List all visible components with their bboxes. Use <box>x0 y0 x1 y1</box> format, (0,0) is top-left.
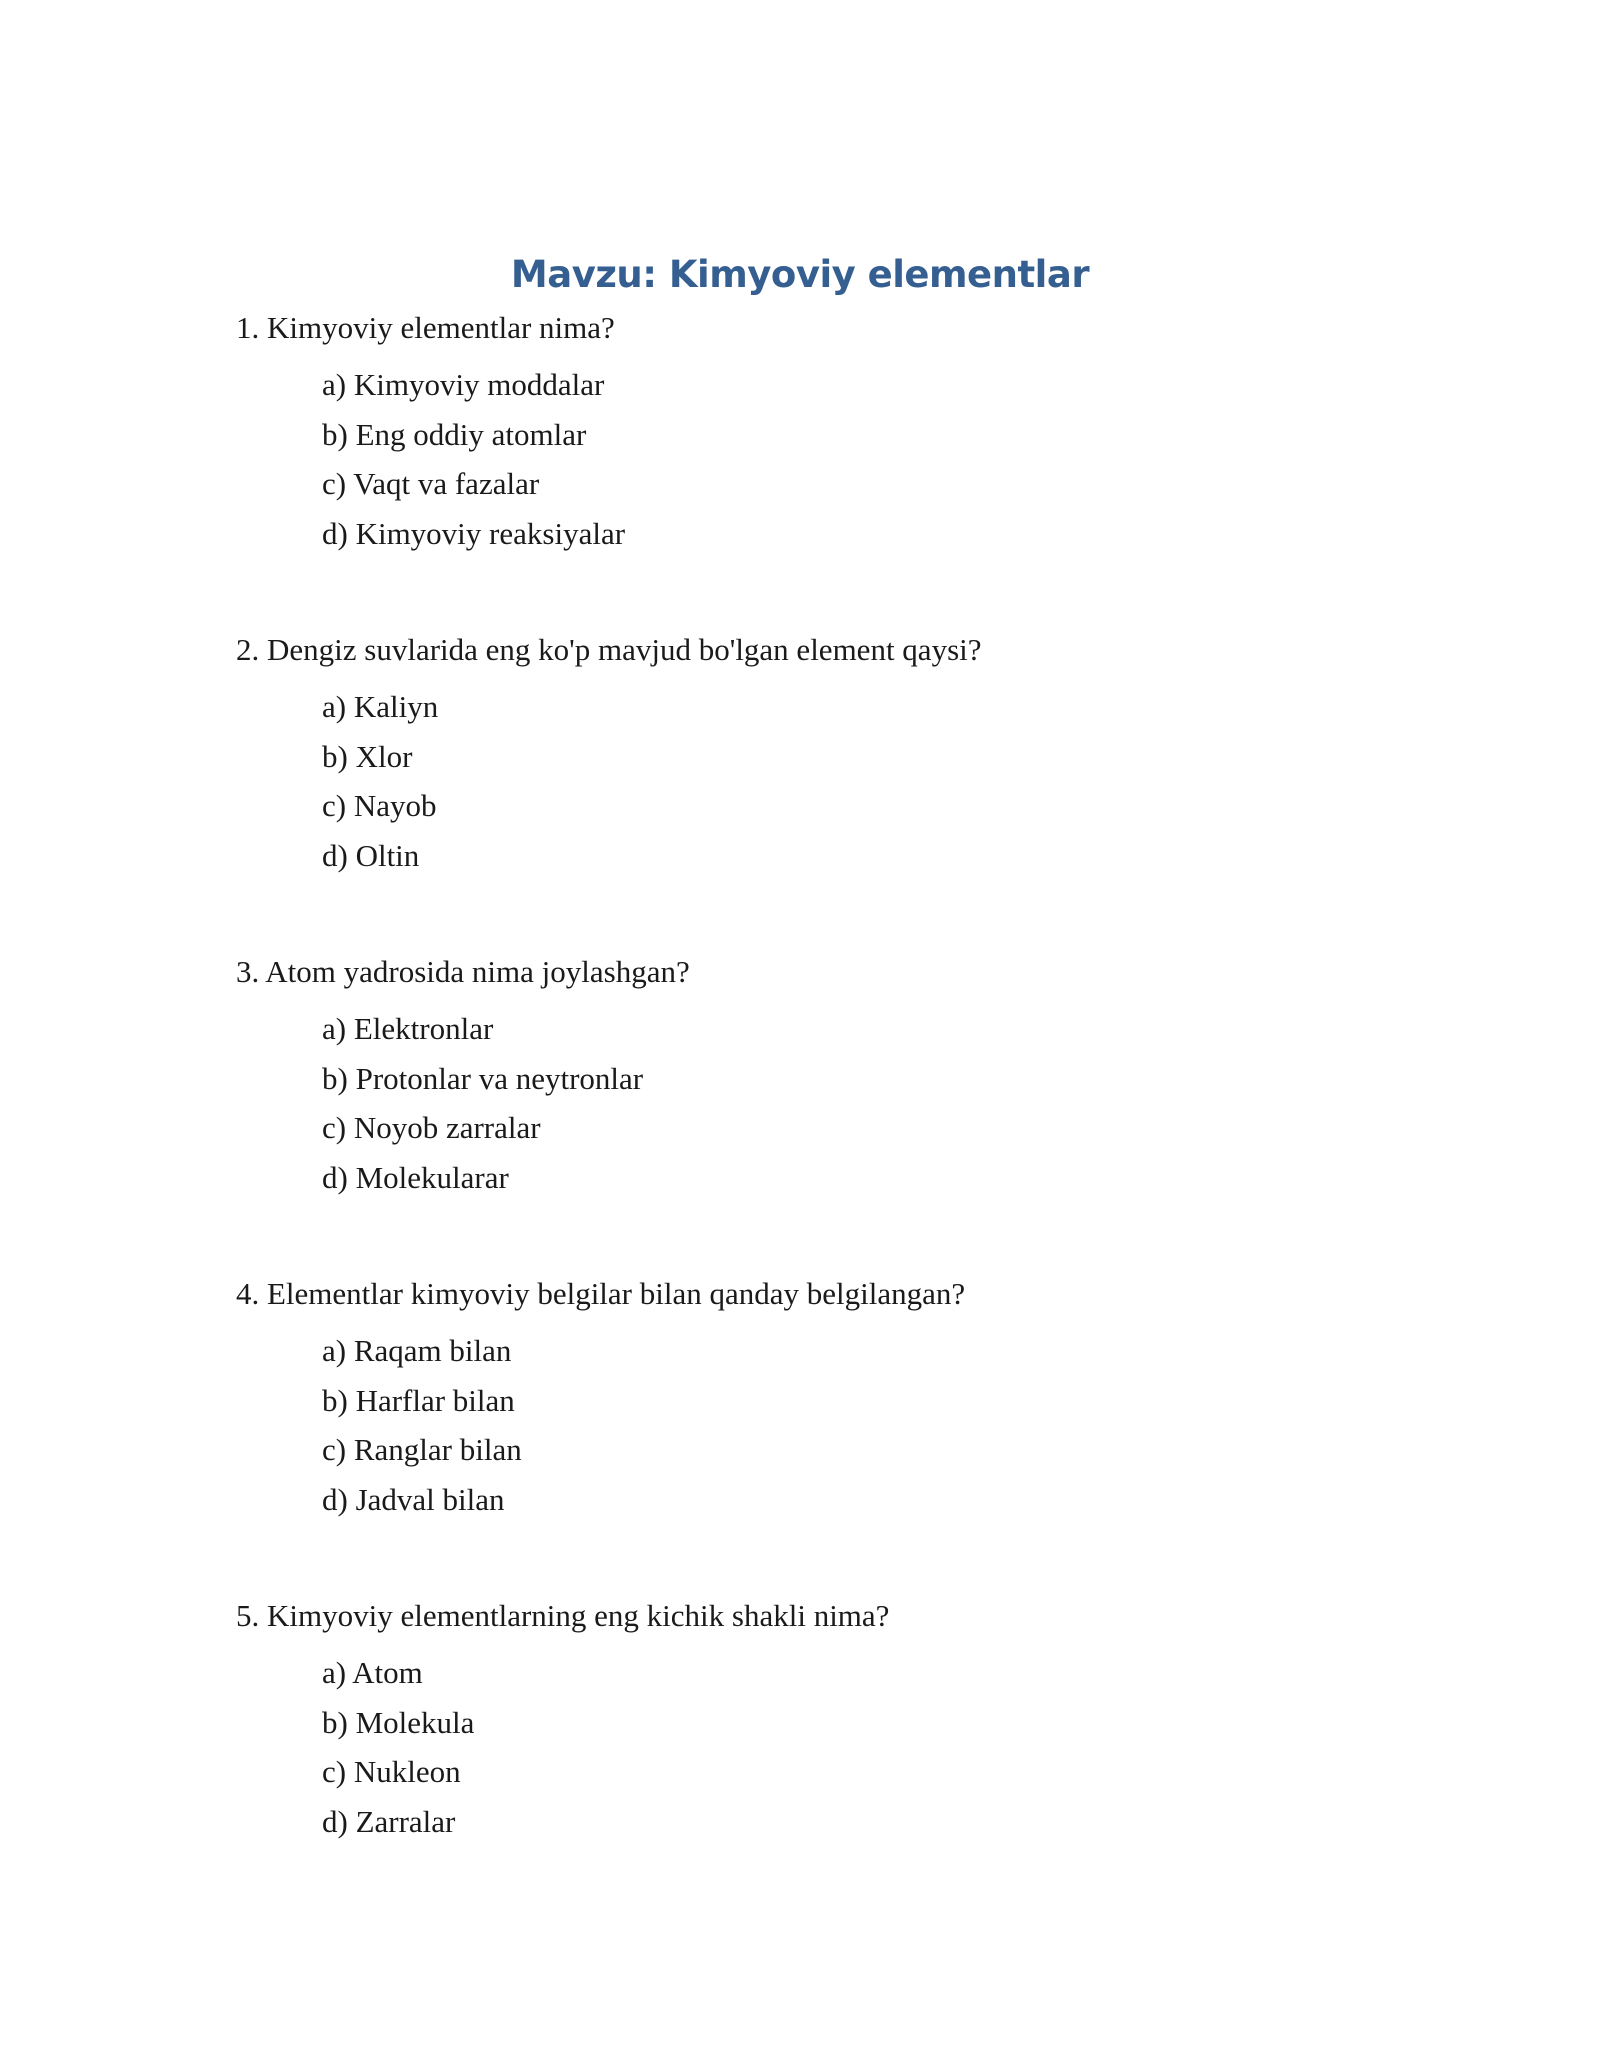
answer-option-b: b) Xlor <box>322 738 413 774</box>
answer-option-a: a) Kaliyn <box>322 689 439 724</box>
answer-option-d: d) Molekularar <box>322 1159 509 1195</box>
answer-option-c: c) Noyob zarralar <box>322 1110 541 1145</box>
page-title: Mavzu: Kimyoviy elementlar <box>510 253 1090 296</box>
question-5 <box>236 1594 1436 1916</box>
answer-options <box>322 1004 1436 1202</box>
answer-option-d: d) Zarralar <box>322 1803 456 1839</box>
question-text: 4. Elementlar kimyoviy belgilar bilan qanday belgilangan? <box>236 1276 966 1311</box>
answer-option-d: d) Kimyoviy reaksiyalar <box>322 515 626 551</box>
answer-option-c: c) Ranglar bilan <box>322 1432 522 1467</box>
answer-option-c: c) Vaqt va fazalar <box>322 466 540 501</box>
answer-option-d: d) Oltin <box>322 837 420 873</box>
answer-option-c: c) Nukleon <box>322 1754 461 1789</box>
question-3 <box>236 950 1436 1272</box>
question-text: 5. Kimyoviy elementlarning eng kichik shakli nima? <box>236 1598 890 1633</box>
answer-option-c: c) Nayob <box>322 788 437 823</box>
question-1 <box>236 306 1436 628</box>
question-4 <box>236 1272 1436 1594</box>
answer-option-b: b) Harflar bilan <box>322 1382 515 1418</box>
answer-option-b: b) Molekula <box>322 1704 475 1740</box>
answer-option-a: a) Kimyoviy moddalar <box>322 367 605 402</box>
answer-option-a: a) Elektronlar <box>322 1011 494 1046</box>
question-text: 1. Kimyoviy elementlar nima? <box>236 310 615 345</box>
answer-option-b: b) Eng oddiy atomlar <box>322 416 587 452</box>
answer-options <box>322 1648 1436 1846</box>
answer-option-a: a) Raqam bilan <box>322 1333 512 1368</box>
answer-options <box>322 360 1436 558</box>
answer-option-b: b) Protonlar va neytronlar <box>322 1060 644 1096</box>
answer-option-d: d) Jadval bilan <box>322 1481 505 1517</box>
answer-option-a: a) Atom <box>322 1655 423 1690</box>
question-text: 2. Dengiz suvlarida eng ko'p mavjud bo'lgan element qaysi? <box>236 632 982 667</box>
quiz-list <box>236 306 1436 1916</box>
answer-options <box>322 1326 1436 1524</box>
question-2 <box>236 628 1436 950</box>
answer-options <box>322 682 1436 880</box>
question-text: 3. Atom yadrosida nima joylashgan? <box>236 954 690 989</box>
